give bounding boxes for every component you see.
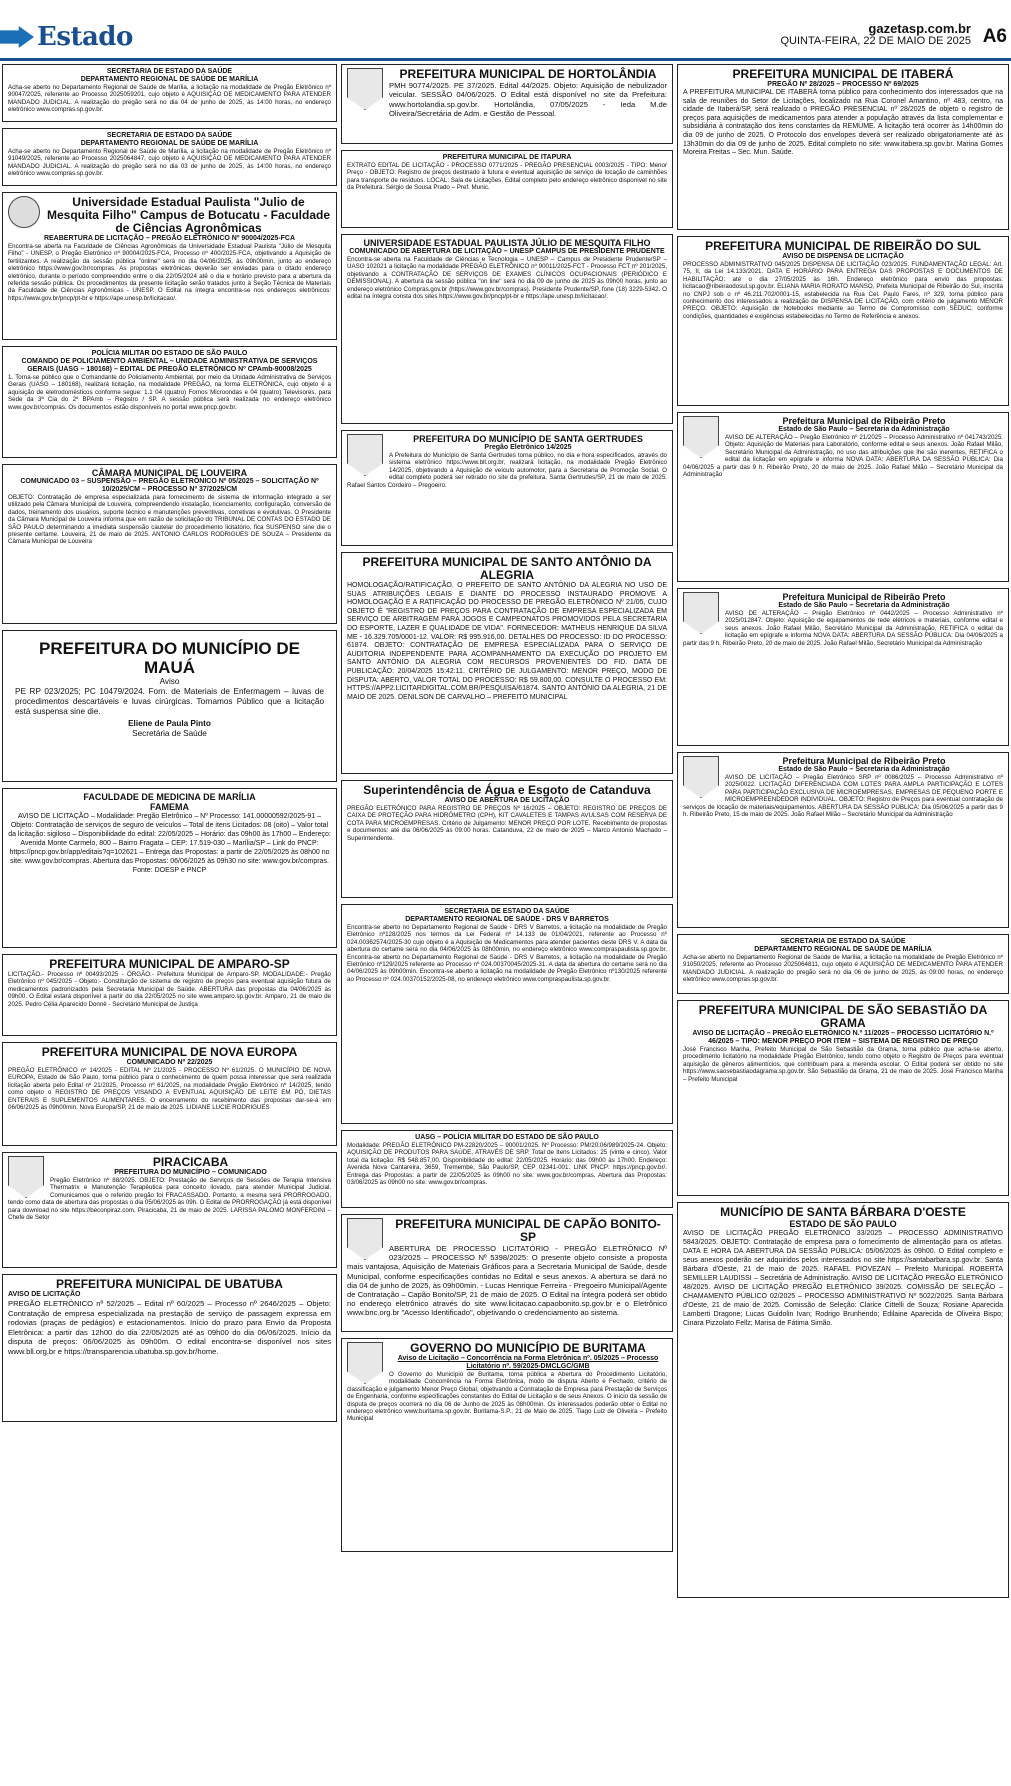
header-meta (780, 22, 971, 48)
notice-title: UASG – POLÍCIA MILITAR DO ESTADO DE SÃO PAULO (415, 1134, 599, 1141)
notice-body: ABERTURA DE PROCESSO LICITATÓRIO - PREGÃO ELETRÔNICO Nº 023/2025 – PROCESSO Nº 5398/2025: O presente objeto consiste a proposta mais vantajosa, Aquisição de Materiais Gráficos para a Secretaria Municipal de Saúde, desde Municipal, conforme especificações contidas no Edital e seus anexos. A abertura se dará no dia 04 de junho de 2025, às 09h00min. - Lucas Henrique Ferreira - Pregoeiro Municipal/Agente de Contratação – Capão Bonito/SP, 21 de maio de 2025. O Edital na íntegra poderá ser obtido no endereço eletrônico através do site www.licitacao.capaobonito.sp.gov.br e o Eletrônico www.bnc.org.br "Acesso Identificado", objetivando o credenciamento ao sistema. (347, 1244, 667, 1318)
notice-title: Prefeitura Municipal de Ribeirão Preto (782, 592, 946, 602)
notice-nova-europa (2, 1042, 337, 1146)
notice-body: AVISO DE ALTERAÇÃO – Pregão Eletrônico nº 0442/2025 – Processo Administrativo nº 2025/012847. Objeto: Aquisição de equipamentos de rede elétricos e materiais, conforme edital e seus anexos. João Rafael Milão, Secretário Municipal da Administração, RETIFICA o edital da licitação em epígrafe e informa NOVA DATA: ABERTURA DA SESSÃO PÚBLICA: Dia 04/06/2025 a partir das 9 h. Ribeirão Preto, 20 de maio de 2025. João Rafael Milão, Secretário Municipal da Administração (683, 610, 1003, 647)
notice-body: Modalidade: PREGÃO ELETRÔNICO PM-22820/2025 – 90001/2025. Nº Processo: PM/20.06/989/2025-24. Objeto: AQUISIÇÃO DE PRODUTOS PARA SAÚDE, ATRAVÉS DE SRP. Total de Itens Licitados: 25 (vinte e cinco). Valor total da licitação: R$ 548.857,00. Disponibilidade do edital: 22/05/2025. Horário: das 09h00 às 17h00. Endereço: Avenida Nova Cantareira, 3659, Tremembé, São Paulo/SP, CEP 02341-001. LINK PNCP: https://pncp.gov.br/. Entrega das Propostas: a partir de 22/05/2025 às 09h00 no site: www.gov.br/compras. Abertura das Propostas: 03/06/2025 às 09h00 no site: www.gov.br/compras. (347, 1142, 667, 1187)
notice-maua (2, 630, 337, 782)
notice-title: SECRETARIA DE ESTADO DA SAÚDE (780, 938, 906, 945)
notice-ribeirao-preto-1 (677, 412, 1009, 582)
notice-ribeirao-do-sul (677, 236, 1009, 406)
notice-title: PREFEITURA MUNICIPAL DE RIBEIRÃO DO SUL (705, 239, 981, 253)
notice-piracicaba (2, 1152, 337, 1268)
notice-drs-barretos (341, 904, 673, 1124)
notice-title: SECRETARIA DE ESTADO DA SAÚDE (106, 68, 233, 75)
notice-subtitle: COMANDO DE POLICIAMENTO AMBIENTAL – UNIDADE ADMINISTRATIVA DE SERVIÇOS GERAIS (UASG – 180168) – EDITAL DE PREGÃO ELETRÔNICO Nº CPAmb-90008/2025 (21, 358, 318, 373)
notice-title: PREFEITURA DO MUNICÍPIO DE SANTA GERTRUDES (413, 434, 643, 444)
notice-title: POLÍCIA MILITAR DO ESTADO DE SÃO PAULO (91, 350, 248, 357)
notice-hortolandia (341, 64, 673, 144)
notice-sao-sebastiao-grama (677, 1000, 1009, 1196)
notice-body: LICITAÇÃO.- Processo nº 00493/2025 - ÓRGÃO:- Prefeitura Municipal de Amparo-SP. MODALIDADE:- Pregão Eletrônico nº 045/2025 - Objeto:- Constituição de sistema de registro de preços para eventual aquisição futura de medicamentos padronizados pela Secretaria Municipal de Saúde. ABERTURA das propostas dia 04/06/2025 às 09h00. O Edital estará disponível a partir do dia 22/05/2025 no site www.amparo.sp.gov.br. Amparo, 21 de maio de 2025. Pedro Célia Aparecido Donnê - Secretário Municipal de Justiça (8, 971, 331, 1008)
notice-subtitle: FAMEMA (150, 802, 189, 812)
notice-body: PMH 90774/2025. PE 37/2025. Edital 44/2025. Objeto: Aquisição de nebulizador veicular. SESSÃO 04/06/2025. O Edital está disponível no site da Prefeitura: www.hortolandia.sp.gov.br. Hortolândia, 07/05/2025 - Ieda M.de Oliveira/Secretária de Adm. e Gestão de Pessoal. (389, 81, 667, 119)
notice-title: PREFEITURA MUNICIPAL DE NOVA EUROPA (41, 1045, 298, 1059)
notice-body: Encontra-se aberta na Faculdade de Ciências Agronômicas da Universidade Estadual Paulista "Júlio de Mesquita Filho" - UNESP, o Pregão Eletrônico nº 90004/2025-FCA, Processo nº 400/2025-FCA, objetivando a Aquisição de fertilizantes. A realização da sessão pública "online" será no dia 04/06/2025, às 09h00min, junto ao endereço eletrônico https://www.gov.br/compras. As propostas eletrônicas deverão ser enviadas para o citado endereço eletrônico, durante o período compreendido entre o dia 22/05/2024 até o dia e horário previsto para a abertura da referida sessão pública. Os procedimentos da presente licitação serão tratados junto à Seção Técnica de Materiais da Faculdade de Ciências Agronômicas - UNESP. O Edital na íntegra encontra-se nos endereços eletrônicos: https://www.gov.br/pncp/pt-br e https://ape.unesp.br/licitacao/. (8, 243, 331, 302)
notice-santa-gertrudes (341, 430, 673, 546)
notice-subtitle: Estado de São Paulo – Secretaria da Administração (778, 426, 950, 433)
unesp-logo (8, 196, 40, 228)
notice-subtitle: Estado de São Paulo – Secretaria da Administração (778, 766, 950, 773)
notice-body: Acha-se aberto no Departamento Regional de Saúde de Marília, a licitação na modalidade de Pregão Eletrônico nº 91050/2025, referente ao Processo 2025064811, cujo objeto é AQUISIÇÃO DE MEDICAMENTO PARA ATENDER MANDADO JUDICIAL. A realização do pregão será no dia 06 de junho de 2025, às 09:00 horas, no endereço eletrônico www.compras.sp.gov.br. (683, 954, 1003, 984)
column-left (2, 64, 337, 1428)
notice-unesp-presidente-prudente (341, 234, 673, 424)
notice-saude-marilia-3 (677, 934, 1009, 994)
notice-body: AVISO DE LICITAÇÃO – Pregão Eletrônico SRP nº 0086/2025 – Processo Administrativo nº 2025/0022. LICITAÇÃO DIFERENCIADA COM LOTES PARA AMPLA PARTICIPAÇÃO E LOTES PARA PARTICIPAÇÃO EXCLUSIVA DE MICROEMPRESAS, EMPRESAS DE PEQUENO PORTE E MICROEMPREENDEDOR INDIVIDUAL. OBJETO: Registro de Preços para eventual contratação de serviços de locação de materiais/equipamentos. ABERTURA DA SESSÃO PÚBLICA: Dia 05/06/2025 a partir das 9 h. Ribeirão Preto, 15 de maio de 2025. João Rafael Milão – Secretário Municipal da Administração (683, 774, 1003, 819)
notice-subtitle: AVISO DE DISPENSA DE LICITAÇÃO (782, 253, 904, 260)
notice-policia-militar-ambiental (2, 346, 337, 458)
notice-subtitle: PREFEITURA DO MUNICÍPIO – COMUNICADO (114, 1169, 267, 1176)
notice-title: FACULDADE DE MEDICINA DE MARÍLIA (83, 792, 256, 802)
notice-ubatuba (2, 1274, 337, 1422)
notice-body: Encontra-se aberta na Faculdade de Ciências e Tecnologia – UNESP – Campus de Presidente Prudente/SP – UASG 102021 a licitação na modalidade PREGÃO ELETRÔNICO nº 90011/2025-FCT - Processo FCT nº 201/2025, objetivando a CONTRATAÇÃO DE SERVIÇOS DE EXAMES CLÍNICOS OCUPACIONAIS (PERIÓDICO E DEMISSIONAL). A abertura da sessão pública "on line" será no dia 09 de junho de 2025 às 09h00 horas, junto ao endereço eletrônico Compras.gov.br (https://www.gov.br/compras). Presidente Prudente/SP, fone (18) 3229-5342. O edital na íntegra consta dos sites https://www.gov.br/pncp/pt-br e https://ape.unesp.br/licitacao/. (347, 256, 667, 301)
notice-body: AVISO DE LICITAÇÃO PREGÃO ELETRÔNICO 33/2025 – PROCESSO ADMINISTRATIVO 5843/2025. OBJETO: Contratação de empresa para o fornecimento de alimentação para os atletas. DATA E HORA DA ABERTURA DA SESSÃO PÚBLICA: 05/06/2025 às 09h00. O Edital completo e seus anexos poderão ser adquiridos pelos interessados no site https://santabarbara.sp.gov.br. Santa Bárbara d'Oeste, 21 de maio de 2025. RAFAEL PIOVEZAN – Prefeito Municipal. ROBERTA SEMILLER LAUDISSI – Secretária de Administração. AVISO DE LICITAÇÃO PREGÃO ELETRÔNICO 48/2025. AVISO DE LICITAÇÃO PREGÃO ELETRÔNICO 39/2025. COMISSÃO DE SELEÇÃO – CHAMAMENTO PÚBLICO 02/2025 – PROCESSO ADMINISTRATIVO Nº 5022/2025. Santa Bárbara d'Oeste, 21 de maio de 2025. Comissão de Seleção: Clarice Cittelli de Souza; Rosiane Aparecida Lamberti Dragone; Lucas Guidolin Ivan; Rodrigo Brunhendo; Edilaine Aparecida de Oliveira Bispo; Cinara Pizzolato Fellz; Marisa de Fátima Simão. (683, 1230, 1003, 1327)
notice-title: PREFEITURA MUNICIPAL DE AMPARO-SP (49, 957, 290, 971)
notice-subtitle: ESTADO DE SÃO PAULO (789, 1219, 897, 1229)
notice-santa-barbara-oeste (677, 1202, 1009, 1598)
notice-title: PREFEITURA MUNICIPAL DE HORTOLÂNDIA (399, 67, 657, 81)
notice-body: O Governo do Município de Buritama, torna pública a Abertura do Procedimento Licitatório, modalidade Concorrência na Forma Eletrônica, modo de disputa Aberto e Fechado, critério de classificação e julgamento Menor Preço Global, objetivando a Contratação de Empresa para Prestação de Serviços de Engenharia, conforme especificações constantes do Edital de Licitação e de seus Anexos. O início da sessão de disputa de preços ocorrerá no dia 06 de Junho de 2025 às 08h00min. Os interessados poderão obter o Edital no endereço eletrônico www.buritama.sp.gov.br. Buritama-S.P., 21 de Maio de 2025. Tiago Luiz de Oliveira – Prefeito Municipal (347, 1371, 667, 1423)
notice-body: HOMOLOGAÇÃO/RATIFICAÇÃO. O PREFEITO DE SANTO ANTÔNIO DA ALEGRIA NO USO DE SUAS ATRIBUIÇÕES LEGAIS E DIANTE DO PROCESSO INSTAURADO PROMOVE A HOMOLOGAÇÃO E A RATIFICAÇÃO DO PROCESSO DE PREGÃO ELETRÔNICO Nº 21/05, CUJO OBJETO É "REGISTRO DE PREÇOS PARA CONTRATAÇÃO DE EMPRESA ESPECIALIZADA EM SERVIÇO DE ARBITRAGEM PARA JOGOS E CAMPEONATOS PROMOVIDOS PELA SECRETARIA DO ESPORTE, LAZER E QUALIDADE DE VIDA". FORNECEDOR: MATHEUS HENRIQUE DA SILVA ME - 16.329.705/0001-12. VALOR: R$ 995.916,00. DETALHES DO PROCESSO: ID DO PROCESSO: 61874. OBJETO: CONTRATAÇÃO DE EMPRESA ESPECIALIZADA PARA O SERVIÇO DE AUDITORIA INDEPENDENTE PARA ACOMPANHAMENTO DA EXECUÇÃO DO PROJETO EM SANTO ANTÔNIO DA ALEGRIA COM RECURSOS PROVENIENTES DO FID. DATA DE PUBLICAÇÃO: 20/04/2025 15:42:11. CRITÉRIO DE JULGAMENTO: MENOR PREÇO, MODO DE DISPUTA: ABERTO, VALOR TOTAL DO PROCESSO: R$ 59.800,00. CONSULTE O PROCESSO EM: HTTPS://APP2.LICITARDIGITAL.COM.BR/PESQUISA/61874. SANTO ANTÔNIO DA ALEGRIA, 21 DE MAIO DE 2025. DENILSON DE CARVALHO – PREFEITO MUNICIPAL (347, 582, 667, 701)
notice-camara-louveira (2, 464, 337, 624)
notice-body: 1. Torna-se público que o Comandante do Policiamento Ambiental, por meio da Unidade Administrativa de Serviços Gerais (UASG – 180168), realizará licitação, na modalidade PREGÃO, na forma ELETRÔNICA, cujo objeto é a aquisição de eletrodomésticos conforme segue: 1.1 04 (quatro) Fornos Microondas e 04 (quatro) Televisores, para Sede da 3ª Cia do 2º BPAmb – Registro / SP. A sessão pública será realizada no endereço eletrônico www.gov.br/compras. Os documentos estão disponíveis no portal www.pncp.gov.br. (8, 374, 331, 411)
notice-title: PREFEITURA MUNICIPAL DE SÃO SEBASTIÃO DA GRAMA (698, 1003, 988, 1030)
notice-title: PREFEITURA MUNICIPAL DE UBATUBA (56, 1277, 283, 1291)
notice-amparo (2, 954, 337, 1036)
page-header (0, 0, 1011, 54)
notice-title: PIRACICABA (152, 1155, 229, 1169)
notice-title: Prefeitura Municipal de Ribeirão Preto (782, 416, 946, 426)
notice-body: PREGÃO ELETRÔNICO nº 52/2025 – Edital nº 60/2025 – Processo nº 2646/2025 – Objeto: Contratação de empresa especializada na prestação de serviço de passagem expressa em rodovias (praças de pedágios) e estacionamentos. Início do prazo para Envio da Proposta Eletrônica: a partir das 12h00 do dia 22/05/2025 até as 09h00 do dia 06/06/2025. Início da disputa de preços: 06/06/2025 às 09h00m. O edital encontra-se disponível nos sites www.bll.org.br e https://transparencia.ubatuba.sp.gov.br/home. (8, 1299, 331, 1356)
notice-title: SECRETARIA DE ESTADO DA SAÚDE (106, 132, 233, 139)
notice-subtitle: DEPARTAMENTO REGIONAL DE SAÚDE DE MARÍLIA (754, 946, 932, 953)
notice-body: Encontra-se aberto no Departamento Regional de Saúde - DRS V Barretos, a licitação na modalidade de Pregão Eletrônico nº128/2025 nos termos da Lei Federal nº 14.133 de 01/04/2021, referente ao Processo nº 024.00362574/2025-30 cujo objeto é a Aquisição de Medicamentos para atender pacientes deste DRS V. A data da abertura do certame será no dia 04/06/2025 às 08h00min, no endereço eletrônico www.compraspaulista.sp.gov.br. Encontra-se aberto no Departamento Regional de Saúde - DRS V Barretos, a licitação na modalidade de Pregão Eletrônico nº129/2025 referente ao Processo nº 024.00370045/2025-31. A data da abertura do certame será no dia 04/06/2025 às 09h00min. Encontra-se aberto a licitação na modalidade de Pregão Eletrônico nº130/2025 referente ao Processo nº 024.00370152/2025-08, no endereço eletrônico www.compraspaulista.sp.gov.br. (347, 924, 667, 983)
notice-subtitle: Estado de São Paulo – Secretaria da Administração (778, 602, 950, 609)
notice-title: PREFEITURA DO MUNICÍPIO DE MAUÁ (39, 639, 300, 677)
notice-title: MUNICÍPIO DE SANTA BÁRBARA D'OESTE (720, 1205, 966, 1219)
notice-body: Acha-se aberto no Departamento Regional de Saúde de Marília, a licitação na modalidade de Pregão Eletrônico nº 90047/2025, referente ao Processo 2025059201, cujo objeto é AQUISIÇÃO DE MEDICAMENTO PARA ATENDER MANDADO JUDICIAL. A realização do pregão será no dia 04 de junho de 2025, às 14:00 horas, no endereço eletrônico www.compras.sp.gov.br. (8, 84, 331, 114)
notice-title: SECRETARIA DE ESTADO DA SAÚDE (444, 908, 570, 915)
notice-subtitle: COMUNICADO Nº 22/2025 (126, 1059, 213, 1066)
notice-subtitle: Pregão Eletrônico 14/2025 (484, 444, 572, 451)
notice-uasg-policia-militar (341, 1130, 673, 1208)
notice-body: Pregão Eletrônico nº 88/2025. OBJETO: Prestação de Serviços de Sessões de Terapia Intensiva Thermatrix e Manutenção Terapêutica para conceito ilovado, para atender Municipal Judicial. Comunicamos que o referido pregão foi FRACASSADO. Portanto, a mesma será PRORROGADO, tendo como data de abertura das propostas o dia 05/06/2025 às 09h. O Edital de PRORROGAÇÃO já está disponível para download no site https://beconpiraz.com. Piracicaba, 21 de maio de 2025. LARISSA PALOMO MONFERDINI – Chefe de Setor (8, 1177, 331, 1222)
notice-body: José Francisco Mariha, Prefeito Municipal de São Sebastião da Grama, torna público que acha-se aberto, procedimento licitatório na modalidade Pregão Eletrônico, tendo como objeto o Registro de Preços para eventual aquisição de gêneros alimentícios, que contribuam para a merenda escolar. O Edital poderá ser obtido no site https://www.saosebastiaodagrama.sp.gov.br. São Sebastião da Grama, 21 de maio de 2025. José Francisco Mariha – Prefeito Municipal (683, 1046, 1003, 1083)
site-url[interactable]: gazetasp.com.br (868, 21, 971, 36)
notice-famema (2, 788, 337, 948)
notice-subtitle: Aviso (159, 677, 180, 686)
issue-date: QUINTA-FEIRA, 22 DE MAIO DE 2025 (780, 35, 971, 47)
notice-itabera (677, 64, 1009, 230)
notice-title: Superintendência de Água e Esgoto de Catanduva (363, 783, 651, 797)
notice-buritama (341, 1338, 673, 1552)
notice-saude-marilia-2 (2, 128, 337, 186)
notice-body: OBJETO: Contratação de empresa especializada para fornecimento de sistema de informação integrado a ser utilizado pela Câmara Municipal de Louveira, compreendendo instalação, licenciamento, configuração, conversão de dados, treinamento dos usuários, suporte técnico e manutenções preventivas, corretivas e evolutivas. O Presidente da Câmara Municipal de Louveira informa que em razão de solicitação do TRIBUNAL DE CONTAS DO ESTADO DE SÃO PAULO determinando a imediata suspensão cautelar do procedimento licitatório, fica SUSPENSO sine die o presente certame. Louveira, 21 de maio de 2025. ANTONIO CARLOS RODRIGUES DE SOUZA – Presidente da Câmara Municipal de Louveira (8, 494, 331, 546)
notice-santo-antonio-alegria (341, 552, 673, 774)
notice-subtitle: COMUNICADO 03 – SUSPENSÃO – PREGÃO ELETRÔNICO Nº 05/2025 – SOLICITAÇÃO Nº 10/2025/CM – PROCESSO Nº 37/2025/CM (20, 478, 319, 493)
notice-subtitle: AVISO DE LICITAÇÃO – PREGÃO ELETRÔNICO N.º 11/2025 – PROCESSO LICITATÓRIO N.º 46/2025 – TIPO: MENOR PREÇO POR ITEM – SISTEMA DE REGISTRO DE PREÇO (692, 1030, 994, 1045)
notice-body: PE RP 023/2025; PC 10479/2024. Forn. de Materiais de Enfermagem – luvas de procedimentos descartáveis e luvas cirúrgicas. Tornamos Público que a licitação está suspensa sine die. (15, 687, 324, 716)
notice-title: CÂMARA MUNICIPAL DE LOUVEIRA (91, 468, 248, 478)
notice-capao-bonito (341, 1214, 673, 1332)
notice-body: PREGÃO ELETRÔNICO PARA REGISTRO DE PREÇOS Nº 16/2025 – OBJETO: REGISTRO DE PREÇOS DE CAIXA DE PROTEÇÃO PARA HIDRÔMETRO (CPH), KIT CAVALETES E TAMPAS AVULSAS COM RESERVA DE COTA PARA MICROEMPRESAS. Critério de Julgamento: MENOR PREÇO POR LOTE. Recebimento de propostas e documentos: até dia 06/06/2025 às 09:00 horas. Catanduva, 22 de maio de 2025 – Marco Antonio Machado – Superintendente. (347, 805, 667, 842)
notice-title: PREFEITURA MUNICIPAL DE SANTO ANTÔNIO DA ALEGRIA (362, 555, 652, 582)
notice-subtitle: Aviso de Licitação – Concorrência na Forma Eletrônica nº. 05/2025 – Processo Licitatório nº. 59/2025-DMCLGC/GMB (397, 1355, 659, 1370)
header-rule (0, 58, 1011, 61)
notice-subtitle: COMUNICADO DE ABERTURA DE LICITAÇÃO – UNESP CAMPUS DE PRESIDENTE PRUDENTE (349, 248, 665, 255)
notice-subtitle: REABERTURA DE LICITAÇÃO – PREGÃO ELETRÔNICO Nº 90004/2025-FCA (43, 235, 296, 242)
notice-title: GOVERNO DO MUNICÍPIO DE BURITAMA (410, 1341, 646, 1355)
notice-body: A Prefeitura do Município de Santa Gertrudes torna público, no dia e hora especificados, através do sistema eletrônico https://www.bll.org.br, realizará licitação, na modalidade Pregão Eletrônico 14/2025, objetivando a Aquisição de veículo automotor, para a Secretaria de Promoção Social. O edital completo poderá ser retirado no site da prefeitura. Santa Gertrudes/SP, 21 de maio de 2025. Rafael Santos Cordeiro – Pregoeiro. (347, 452, 667, 489)
signatory-role: Secretária de Saúde (132, 729, 207, 738)
notice-title: PREFEITURA MUNICIPAL DE ITAPURA (442, 154, 572, 161)
column-right (677, 64, 1009, 1604)
logo-text: Estado (37, 22, 133, 52)
notice-body: EXTRATO EDITAL DE LICITAÇÃO - PROCESSO 0771/2025 - PREGÃO PRESENCIAL 0003/2025 - TIPO: Menor Preço - OBJETO: Registro de preços destinado à futura e eventual aquisição de serviço de locação de caminhões para transporte de resíduos. LOCAL: Sala de Licitações. Edital completo pelo endereço eletrônico disponível no site da Prefeitura. Sérgio de Sousa Prado – Pref. Munic. (347, 162, 667, 192)
notice-body: PROCESSO ADMINISTRATIVO 045/2025 DISPENSA DE LICITAÇÃO 023/2025. FUNDAMENTAÇÃO LEGAL: Art. 75, II, da Lei 14.133/2021. DATA E HORÁRIO PARA ENTREGA DAS PROPOSTAS E DOCUMENTOS DE HABILITAÇÃO: até o dia 27/05/2025 às 16h. Endereço eletrônico para envio das propostas: licitacao@ribeiraodosul.sp.gov.br. ELIANA MARIA RORATO MANSO, Prefeita Municipal de Ribeirão do Sul, inscrita no CNPJ sob o nº 46.211.702/0001-15, estabelecida na Rua Cel. Paulo Fares, nº 329, torna público para conhecimento dos interessados a realização de DISPENSA DE LICITAÇÃO, com critério de julgamento MENOR PREÇO. OBJETO: Aquisição de Notebooks mediante ao Termo de Compromisso com SEDUC, conforme condições, quantidades e exigências estabelecidas no Termo de Referência e anexos. (683, 261, 1003, 320)
page-number: A6 (982, 26, 1007, 47)
notice-body: AVISO DE LICITAÇÃO – Modalidade: Pregão Eletrônico – Nº Processo: 141.00000592/2025-91 – Objeto: Contratação de serviços de seguro de veículos – Total de itens Licitados: 08 (oito) – Valor total da licitação: sigiloso – Disponibilidade do edital: 22/05/2025 – Horário: das 09h00 às 17h00 – Endereço: Avenida Monte Carmelo, 800 – Bairro Fragata – CEP: 17.519-030 – Marília/SP – Link do PNCP: https://pncp.gov.br/app/editais?q=102621 – Entrega das Propostas: a partir de 22/05/2025 às 08h00 no site: www.gov.br/compras. Abertura das Propostas: 06/06/2025 às 09h30 no site: www.gov.br/compras. Fonte: DOESP e PNCP (8, 813, 331, 874)
column-middle (341, 64, 673, 1558)
notice-title: Universidade Estadual Paulista "Julio de Mesquita Filho" Campus de Botucatu - Faculdade de Ciências Agronômicas (46, 195, 331, 235)
notice-body: AVISO DE ALTERAÇÃO – Pregão Eletrônico nº 21/2025 – Processo Administrativo nº 041743/2025. Objeto: Aquisição de Materiais para Laboratório, conforme edital e seus anexos. João Rafael Milão, Secretário Municipal da Administração, no uso das atribuições que lhe são inerentes, RETIFICA o edital da licitação em epígrafe e informa NOVA DATA: ABERTURA DA SESSÃO PÚBLICA: Dia 04/06/2025 a partir das 9 h. Ribeirão Preto, 20 de maio de 2025. João Rafael Milão – Secretário Municipal da Administração (683, 434, 1003, 479)
notice-title: UNIVERSIDADE ESTADUAL PAULISTA JÚLIO DE MESQUITA FILHO (363, 238, 651, 248)
notice-title: Prefeitura Municipal de Ribeirão Preto (782, 756, 946, 766)
notice-subtitle: PREGÃO Nº 28/2025 – PROCESSO Nº 69/2025 (767, 81, 919, 88)
notice-body: PREGÃO ELETRÔNICO nº 14/2025 - EDITAL Nº 21/2025 - PROCESSO Nº 61/2025. O MUNICÍPIO DE NOVA EUROPA, Estado de São Paulo, torna público para o conhecimento de quem possa interessar que será realizada licitação aberta pelo Edital nº 21/2025, Processo nº 61/2025, na modalidade Pregão Eletrônico nº 14/2025, tendo como objeto o REGISTRO DE PREÇOS VISANDO A EVENTUAL AQUISIÇÃO DE LEITE EM PÓ, DIETAS ENTERAIS E SUPLEMENTOS ALIMENTARES. O encerramento do recebimento das propostas dar-se-á em 06/06/2025 às 09h00min. Nova Europa/SP, 21 de maio de 2025. LIDIANE LUCIE RODRIGUES (8, 1067, 331, 1112)
notice-subtitle: DEPARTAMENTO REGIONAL DE SAÚDE DE MARÍLIA (80, 140, 259, 147)
notice-body: Acha-se aberto no Departamento Regional de Saúde de Marília, a licitação na modalidade de Pregão Eletrônico nº 91049/2025, referente ao Processo 2025064847, cujo objeto é AQUISIÇÃO DE MEDICAMENTO PARA ATENDER MANDADO JUDICIAL. A realização do pregão será no dia 03 de junho de 2025, às 14:00 horas, no endereço eletrônico www.compras.sp.gov.br. (8, 148, 331, 178)
notice-ribeirao-preto-2 (677, 588, 1009, 746)
notice-subtitle: DEPARTAMENTO REGIONAL DE SAÚDE - DRS V BARRETOS (405, 916, 609, 923)
notice-ribeirao-preto-3 (677, 752, 1009, 928)
notice-subtitle: AVISO DE LICITAÇÃO (8, 1291, 81, 1298)
notice-body: A PREFEITURA MUNICIPAL DE ITABERÁ torna público para conhecimento dos interessados que na sala de reuniões do Setor de Licitações, localizado na Rua Coronel Amantino, nº 483, centro, na cidade de Itaberá/SP, será realizado o PREGÃO PRESENCIAL nº 28/2025 de objeto o registro de preços para aquisições de medicamentos para atender a população através da lista complementar e subsidiária à contratação dos itens constantes da REMUME. A licitação terá ocorrer às 14h00min do dia 09 de junho de 2025. O Protocolo dos envelopes deverá ser realizado obrigatoriamente até às 13h30min do dia 09 de junho de 2025. Edital completo no site: www.itabera.sp.gov.br. Marina Gomes Moreira Freitas – Sec. Mun. Saúde. (683, 89, 1003, 157)
signatory: Eliene de Paula Pinto (128, 719, 211, 728)
notice-unesp-botucatu (2, 192, 337, 340)
arrow-icon (0, 26, 34, 48)
notice-subtitle: DEPARTAMENTO REGIONAL DE SAÚDE DE MARÍLIA (80, 76, 259, 83)
notice-saude-marilia-1 (2, 64, 337, 122)
newspaper-logo (0, 22, 133, 52)
notice-title: PREFEITURA MUNICIPAL DE CAPÃO BONITO-SP (395, 1217, 661, 1244)
notice-saec-catanduva (341, 780, 673, 898)
notice-title: PREFEITURA MUNICIPAL DE ITABERÁ (732, 67, 954, 81)
notice-itapura (341, 150, 673, 228)
notice-subtitle: AVISO DE ABERTURA DE LICITAÇÃO (444, 797, 570, 804)
